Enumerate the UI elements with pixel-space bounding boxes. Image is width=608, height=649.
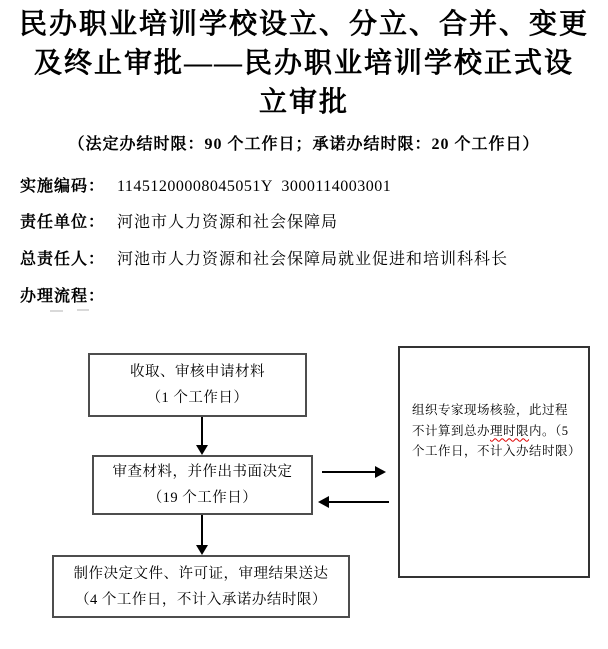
flow-step-3-duration: （4 个工作日，不计入承诺办结时限）: [75, 591, 327, 608]
field-process-flow: [20, 283, 105, 306]
flow-step-2-title: 审查材料，并作出书面决定: [112, 464, 293, 480]
artifact-dash: [77, 309, 89, 311]
process-flow-label: 办理流程：: [20, 288, 106, 305]
flow-step-1-duration: （1 个工作日）: [146, 390, 249, 406]
page-title: [0, 5, 608, 122]
note-text-part1: 组织专家现场核验，此过程不计算到总办: [412, 403, 569, 438]
expert-inspection-note-text: [400, 348, 588, 462]
field-implementation-code: [20, 173, 391, 196]
page-title-line-1: 民办职业培训学校设立、分立、合并、变更: [18, 9, 589, 40]
arrow-right-icon: [375, 466, 386, 478]
arrow-shaft: [329, 501, 389, 503]
artifact-dash: [50, 310, 63, 312]
arrow-shaft: [201, 515, 203, 545]
arrow-shaft: [322, 471, 375, 473]
flow-step-1-title: 收取、审核申请材料: [130, 364, 265, 380]
page-title-line-2: 及终止审批——民办职业培训学校正式设: [33, 48, 574, 79]
chief-responsible-person-label: 总责任人：: [20, 251, 106, 268]
flow-step-2-duration: （19 个工作日）: [147, 490, 258, 506]
arrow-down-icon: [196, 445, 208, 455]
arrow-shaft: [201, 417, 203, 445]
flow-step-2-box: [92, 455, 313, 515]
flow-step-1-box: [88, 353, 307, 417]
field-responsible-unit: [20, 209, 338, 232]
note-text-spellcheck-underline: 理时限: [490, 423, 530, 438]
chief-responsible-person-value: 河池市人力资源和社会保障局就业促进和培训科科长: [117, 251, 509, 268]
time-limit-subtitle: （法定办结时限：90 个工作日；承诺办结时限：20 个工作日）: [68, 136, 540, 153]
responsible-unit-value: 河池市人力资源和社会保障局: [117, 214, 339, 231]
flow-step-3-title: 制作决定文件、许可证，审理结果送达: [73, 565, 329, 582]
arrow-left-icon: [318, 496, 329, 508]
implementation-code-value: 11451200008045051Y 3000114003001: [117, 178, 392, 195]
implementation-code-label: 实施编码：: [20, 178, 106, 195]
responsible-unit-label: 责任单位：: [20, 214, 106, 231]
expert-inspection-note-box: [398, 346, 590, 578]
note-text-part2: 内。（5 个工作日，不计入办结时限）: [412, 423, 582, 458]
flow-step-3-box: [52, 555, 350, 618]
arrow-down-icon: [196, 545, 208, 555]
field-chief-responsible-person: [20, 246, 508, 269]
page-title-line-3: 立审批: [258, 87, 349, 118]
